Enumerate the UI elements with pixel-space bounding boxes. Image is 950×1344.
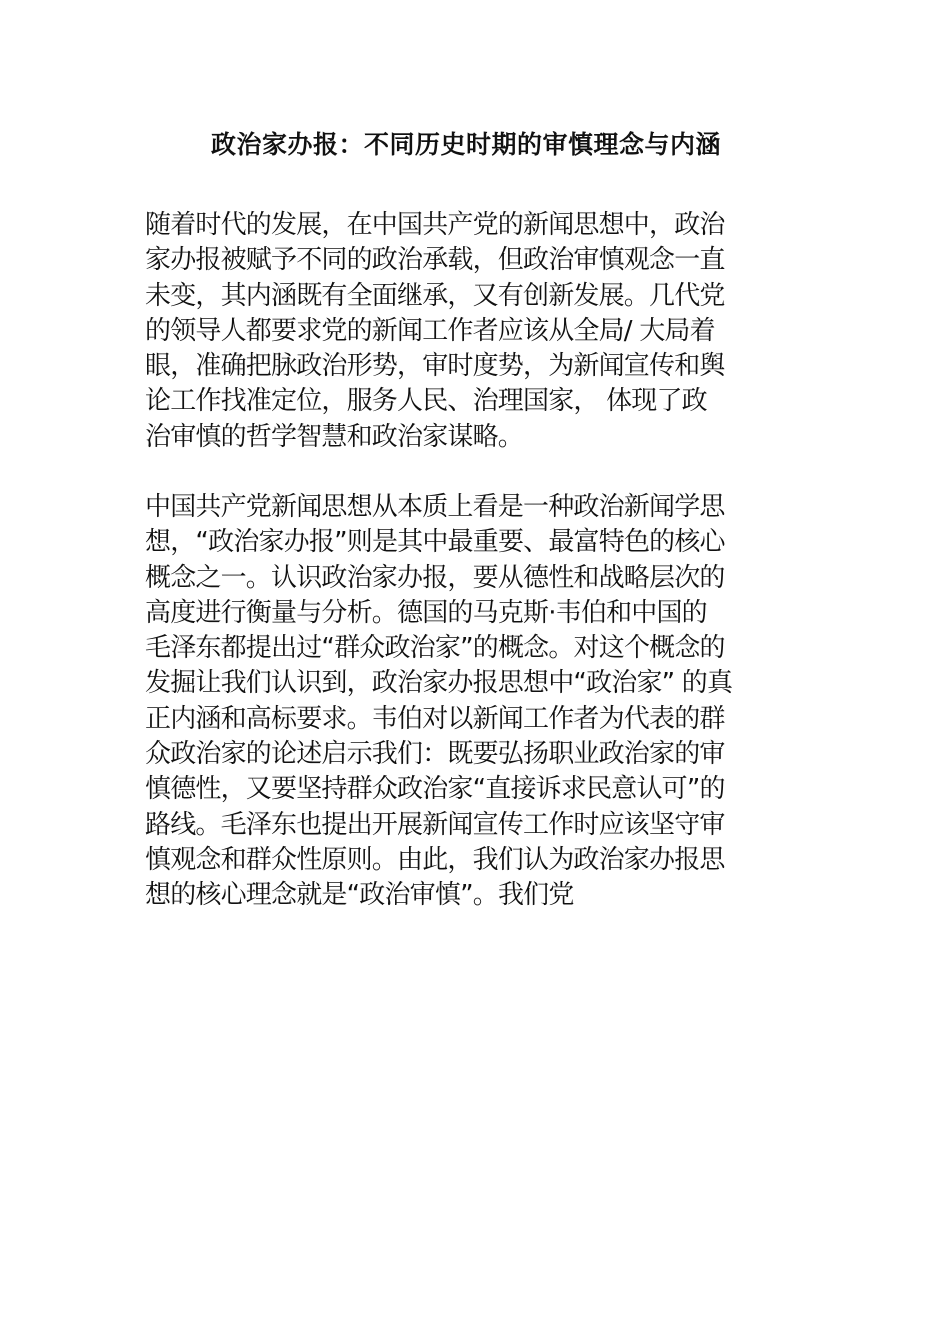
text-line: 眼，准确把脉政治形势，审时度势，为新闻宣传和舆 [145,351,725,382]
text-line: 想，“政治家办报”则是其中最重要、最富特色的核心 [145,527,725,558]
text-line: 路线。毛泽东也提出开展新闻宣传工作时应该坚守审 [145,809,725,840]
text-line: 高度进行衡量与分析。德国的马克斯·韦伯和中国的 [145,597,707,628]
text-line: 未变，其内涵既有全面继承，又有创新发展。几代党 [145,280,725,311]
document-title: 政治家办报：不同历史时期的审慎理念与内涵 [210,130,721,159]
text-line: 概念之一。认识政治家办报，要从德性和战略层次的 [145,562,725,593]
text-line: 中国共产党新闻思想从本质上看是一种政治新闻学思 [145,492,725,522]
text-line: 慎观念和群众性原则。由此，我们认为政治家办报思 [145,844,725,875]
text-line: 论工作找准定位，服务人民、治理国家， 体现了政 [145,386,707,417]
text-line: 毛泽东都提出过“群众政治家”的概念。对这个概念的 [145,633,725,664]
text-line: 家办报被赋予不同的政治承载，但政治审慎观念一直 [145,245,725,276]
text-line: 慎德性，又要坚持群众政治家“直接诉求民意认可”的 [145,774,725,805]
text-line: 治审慎的哲学智慧和政治家谋略。 [145,421,524,452]
paragraph-1 [145,208,815,455]
text-line: 随着时代的发展，在中国共产党的新闻思想中，政治 [145,210,725,240]
text-line: 想的核心理念就是“政治审慎”。我们党 [145,880,574,911]
paragraph-2 [145,490,815,914]
text-line: 的领导人都要求党的新闻工作者应该从全局/ 大局着 [145,315,715,346]
text-line: 发掘让我们认识到，政治家办报思想中“政治家” 的真 [145,668,733,699]
text-line: 正内涵和高标要求。韦伯对以新闻工作者为代表的群 [145,703,725,734]
text-line: 众政治家的论述启示我们：既要弘扬职业政治家的审 [145,739,725,770]
